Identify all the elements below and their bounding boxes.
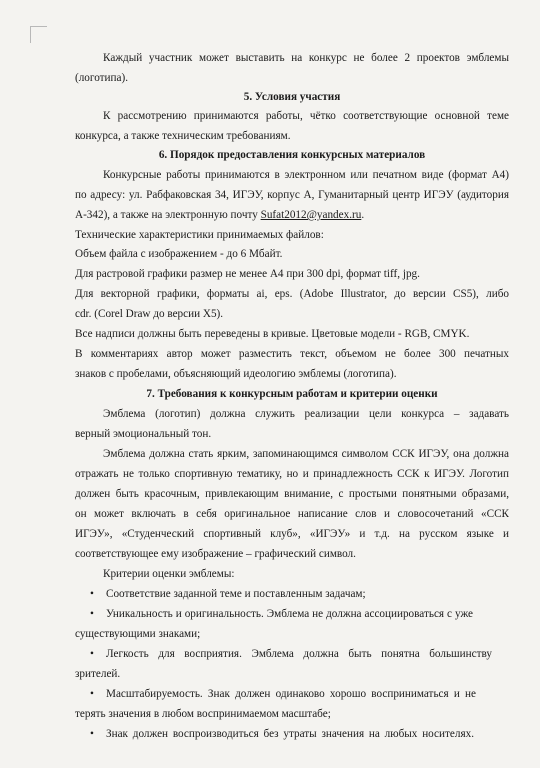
- section-5-line-1: К рассмотрению принимаются работы, чётко соответствующие основной теме: [103, 110, 509, 122]
- section-6-line-3-text: А-342), а также на электронную почту: [75, 209, 261, 221]
- criteria-item-4-line-1: Масштабируемость. Знак должен одинаково хорошо восприниматься и не: [106, 688, 476, 700]
- section-6-title: 6. Порядок предоставления конкурсных материалов: [158, 149, 426, 161]
- criteria-item-3-line-1: Легкость для восприятия. Эмблема должна быть понятна большинству: [106, 648, 492, 660]
- curves-spec: Все надписи должны быть переведены в кривые. Цветовые модели - RGB, CMYK.: [75, 328, 470, 340]
- vector-spec-line-2: cdr. (Corel Draw до версии X5).: [75, 308, 224, 320]
- section-7-p2-line-4: он может включать в себя оригинальное написание слов и словосочетаний «ССК: [75, 508, 509, 520]
- section-6-line-3: [75, 205, 509, 225]
- vector-spec-line-1: Для векторной графики, форматы ai, eps. (Adobe Illustrator, до версии CS5), либо: [75, 288, 509, 300]
- section-7-title: 7. Требования к конкурсным работам и критерии оценки: [146, 388, 438, 400]
- section-6-line-2: по адресу: ул. Рабфаковская 34, ИГЭУ, корпус А, Гуманитарный центр ИГЭУ (аудитория: [75, 189, 509, 201]
- criteria-item-1: Соответствие заданной теме и поставленным задачам;: [106, 588, 366, 600]
- bullet-3-marker: •: [90, 648, 94, 660]
- section-7-p2-line-1: Эмблема должна стать ярким, запоминающимся символом ССК ИГЭУ, она должна: [103, 448, 509, 460]
- comment-spec-line-2: знаков с пробелами, объясняющий идеологию эмблемы (логотипа).: [75, 368, 397, 380]
- comment-spec-line-1: В комментариях автор может разместить текст, объемом не более 300 печатных: [75, 348, 509, 360]
- intro-line-1: Каждый участник может выставить на конкурс не более 2 проектов эмблемы: [103, 52, 509, 64]
- section-5-title: 5. Условия участия: [243, 91, 341, 103]
- bullet-2-marker: •: [90, 608, 94, 620]
- criteria-item-4-line-2: терять значения в любом воспринимаемом масштабе;: [75, 708, 331, 720]
- section-6-line-3-end: .: [361, 209, 365, 221]
- section-7-p1-line-1: Эмблема (логотип) должна служить реализации цели конкурса – задавать: [103, 408, 509, 420]
- criteria-heading: Критерии оценки эмблемы:: [103, 568, 235, 580]
- criteria-item-2-line-1: Уникальность и оригинальность. Эмблема не должна ассоциироваться с уже: [106, 608, 473, 620]
- section-7-p2-line-2: отражать не только спортивную тематику, но и принадлежность ССК к ИГЭУ. Логотип: [75, 468, 509, 480]
- bullet-1-marker: •: [90, 588, 94, 600]
- scan-corner-mark: [30, 26, 47, 43]
- raster-spec: Для растровой графики размер не менее А4 при 300 dpi, формат tiff, jpg.: [75, 268, 420, 280]
- section-7-p2-line-6: соответствующее ему изображение – графический символ.: [75, 548, 356, 560]
- section-7-p2-line-5: ИГЭУ», «Студенческий спортивный клуб», «ИГЭУ» и т.д. на русском языке и: [75, 528, 509, 540]
- bullet-5-marker: •: [90, 728, 94, 740]
- section-7-p2-line-3: должен быть красочным, привлекающим внимание, с простыми понятными образами,: [75, 488, 509, 500]
- tech-specs-heading: Технические характеристики принимаемых файлов:: [75, 229, 324, 241]
- criteria-item-5: Знак должен воспроизводиться без утраты значения на любых носителях.: [106, 728, 474, 740]
- bullet-4-marker: •: [90, 688, 94, 700]
- email-link[interactable]: Sufat2012@yandex.ru: [260, 209, 362, 221]
- section-5-line-2: конкурса, а также техническим требованиям.: [75, 130, 291, 142]
- criteria-item-2-line-2: существующими знаками;: [75, 628, 201, 640]
- file-size-spec: Объем файла с изображением - до 6 Мбайт.: [75, 248, 283, 260]
- section-7-p1-line-2: верный эмоциональный тон.: [75, 428, 212, 440]
- criteria-item-3-line-2: зрителей.: [75, 668, 121, 680]
- section-6-line-1: Конкурсные работы принимаются в электронном или печатном виде (формат А4): [103, 169, 509, 181]
- intro-line-2: (логотипа).: [75, 72, 129, 84]
